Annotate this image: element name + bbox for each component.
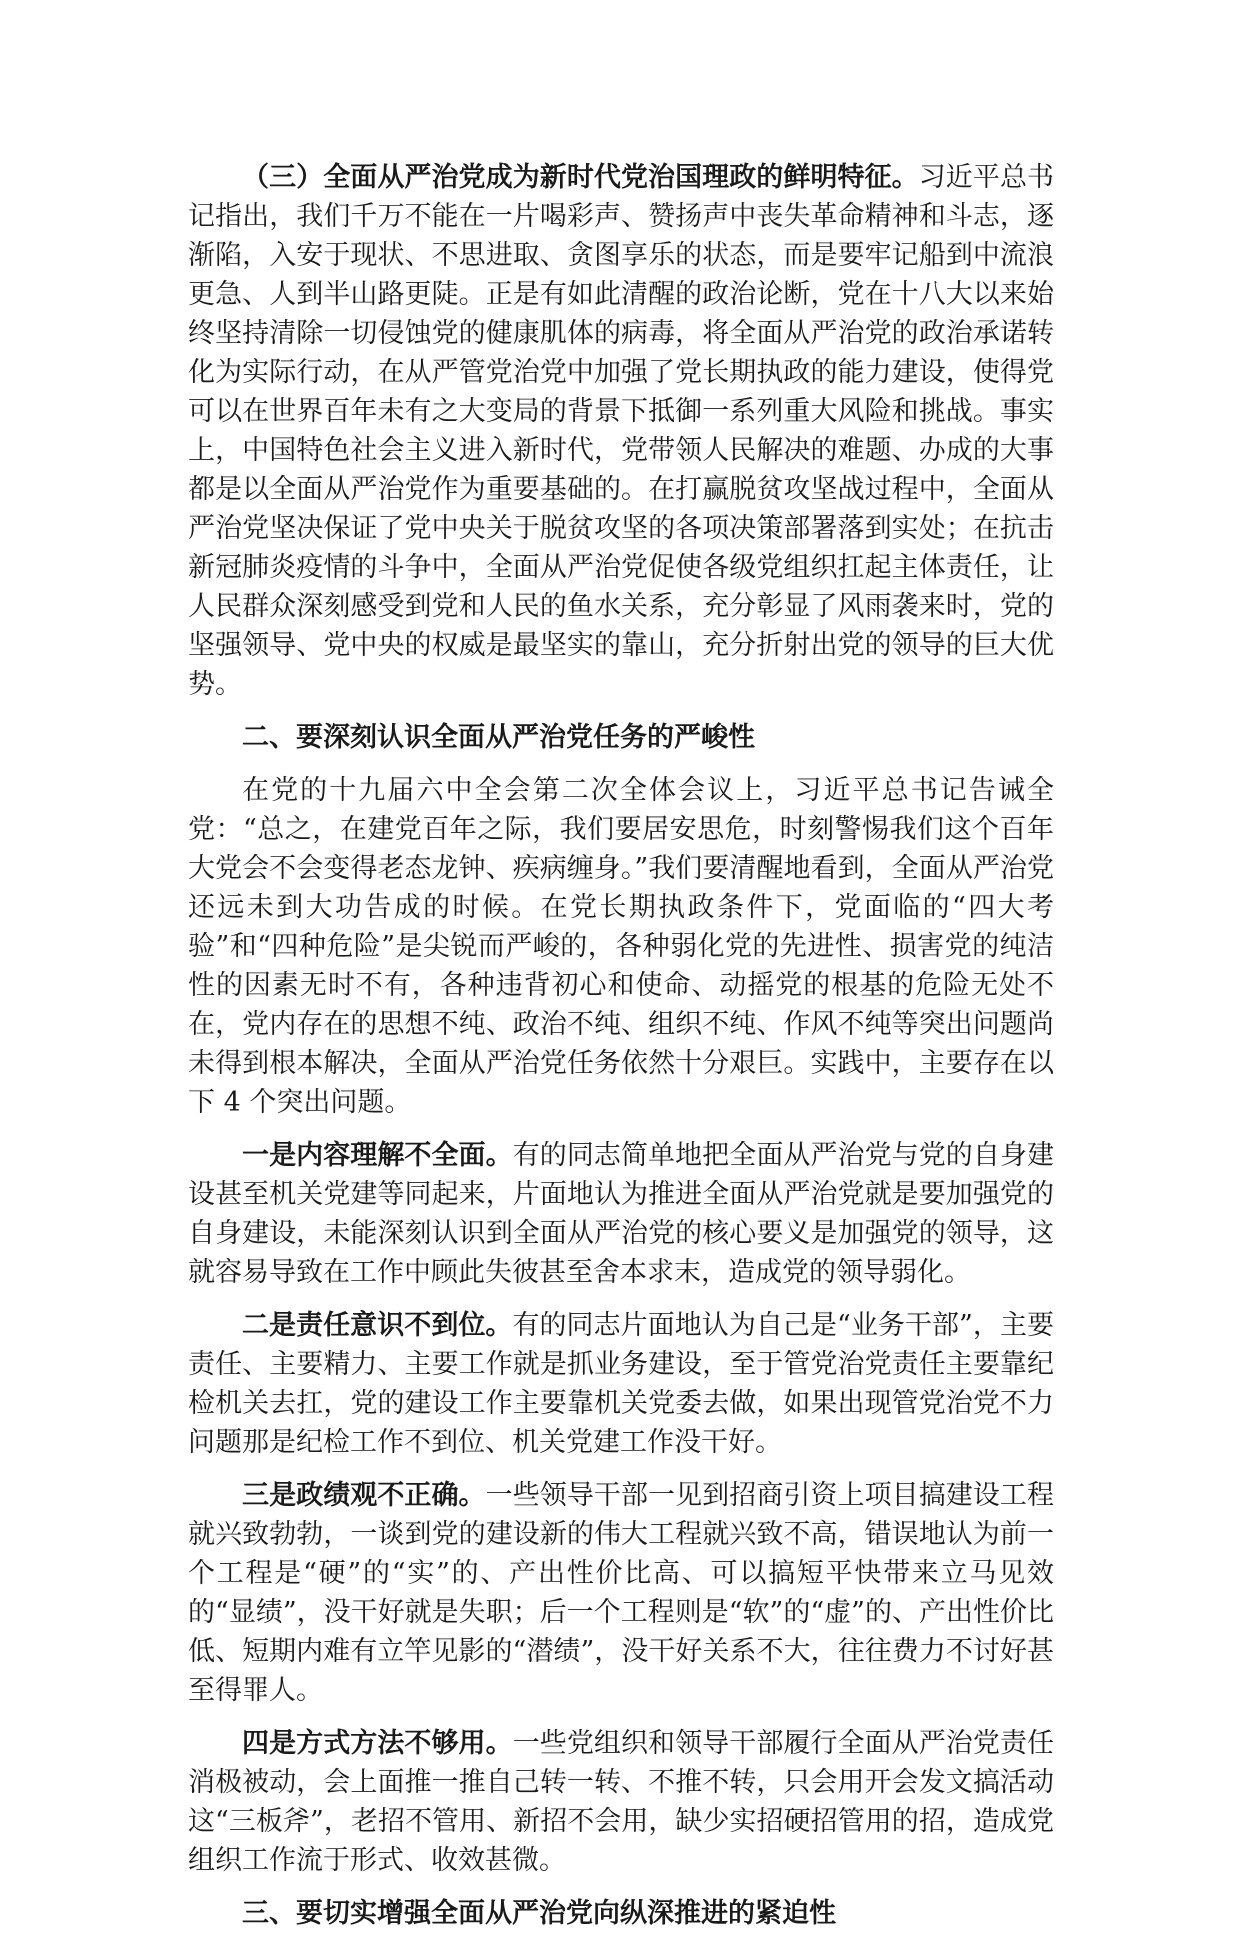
paragraph-text: 习近平总书记指出，我们千万不能在一片喝彩声、赞扬声中丧失革命精神和斗志，逐渐陷，入安于现状、不思进取、贪图享乐的状态，而是要牢记船到中流浪更急、人到半山路更陡。正是有如此清醒的政治论断，党在十八大以来始终坚持清除一切侵蚀党的健康肌体的病毒，将全面从严治党的政治承诺转化为实际行动，在从严管党治党中加强了党长期执政的能力建设，使得党可以在世界百年未有之大变局的背景下抵御一系列重大风险和挑战。事实上，中国特色社会主义进入新时代，党带领人民解决的难题、办成的大事都是以全面从严治党作为重要基础的。在打赢脱贫攻坚战过程中，全面从严治党坚决保证了党中央关于脱贫攻坚的各项决策部署落到实处；在抗击新冠肺炎疫情的斗争中，全面从严治党促使各级党组织扛起主体责任，让人民群众深刻感受到党和人民的鱼水关系，充分彰显了风雨袭来时，党的坚强领导、党中央的权威是最坚实的靠山，充分折射出党的领导的巨大优势。 <box>188 162 1055 700</box>
body-paragraph <box>188 158 1054 704</box>
paragraph-lead: 三是政绩观不正确。 <box>242 1480 486 1511</box>
body-paragraph <box>188 1476 1054 1710</box>
paragraph-lead: 四是方式方法不够用。 <box>242 1728 513 1759</box>
paragraph-lead: 一是内容理解不全面。 <box>242 1140 513 1171</box>
section-heading: 二、要深刻认识全面从严治党任务的严峻性 <box>242 722 755 753</box>
body-paragraph <box>188 1136 1054 1292</box>
paragraph-lead: 二是责任意识不到位。 <box>242 1310 513 1341</box>
paragraph-text: 有的同志片面地认为自己是“业务干部”，主要责任、主要精力、主要工作就是抓业务建设，至于管党治党责任主要靠纪检机关去扛，党的建设工作主要靠机关党委去做，如果出现管党治党不力问题那是纪检工作不到位、机关党建工作没干好。 <box>188 1310 1055 1458</box>
section-heading: 三、要切实增强全面从严治党向纵深推进的紧迫性 <box>242 1898 836 1929</box>
paragraph-text: 一些领导干部一见到招商引资上项目搞建设工程就兴致勃勃，一谈到党的建设新的伟大工程就兴致不高，错误地认为前一个工程是“硬”的“实”的、产出性价比高、可以搞短平快带来立马见效的“显绩”，没干好就是失职；后一个工程则是“软”的“虚”的、产出性价比低、短期内难有立竿见影的“潜绩”，没干好关系不大，往往费力不讨好甚至得罪人。 <box>188 1480 1055 1706</box>
paragraph-text: 一些党组织和领导干部履行全面从严治党责任消极被动，会上面推一推自己转一转、不推不转，只会用开会发文搞活动这“三板斧”，老招不管用、新招不会用，缺少实招硬招管用的招，造成党组织工作流于形式、收效甚微。 <box>188 1728 1055 1876</box>
body-paragraph <box>188 1306 1054 1462</box>
paragraph-lead: （三）全面从严治党成为新时代党治国理政的鲜明特征。 <box>242 162 919 193</box>
document-page <box>188 158 1054 1947</box>
paragraph-text: 在党的十九届六中全会第二次全体会议上，习近平总书记告诫全党：“总之，在建党百年之际，我们要居安思危，时刻警惕我们这个百年大党会不会变得老态龙钟、疾病缠身。”我们要清醒地看到，全面从严治党还远未到大功告成的时候。在党长期执政条件下，党面临的“四大考验”和“四种危险”是尖锐而严峻的，各种弱化党的先进性、损害党的纯洁性的因素无时不有，各种违背初心和使命、动摇党的根基的危险无处不在，党内存在的思想不纯、政治不纯、组织不纯、作风不纯等突出问题尚未得到根本解决，全面从严治党任务依然十分艰巨。实践中，主要存在以下 4 个突出问题。 <box>188 775 1054 1118</box>
paragraph-text: 有的同志简单地把全面从严治党与党的自身建设甚至机关党建等同起来，片面地认为推进全面从严治党就是要加强党的自身建设，未能深刻认识到全面从严治党的核心要义是加强党的领导，这就容易导致在工作中顾此失彼甚至舍本求末，造成党的领导弱化。 <box>188 1140 1055 1288</box>
body-paragraph <box>188 771 1054 1122</box>
body-paragraph <box>188 1724 1054 1880</box>
